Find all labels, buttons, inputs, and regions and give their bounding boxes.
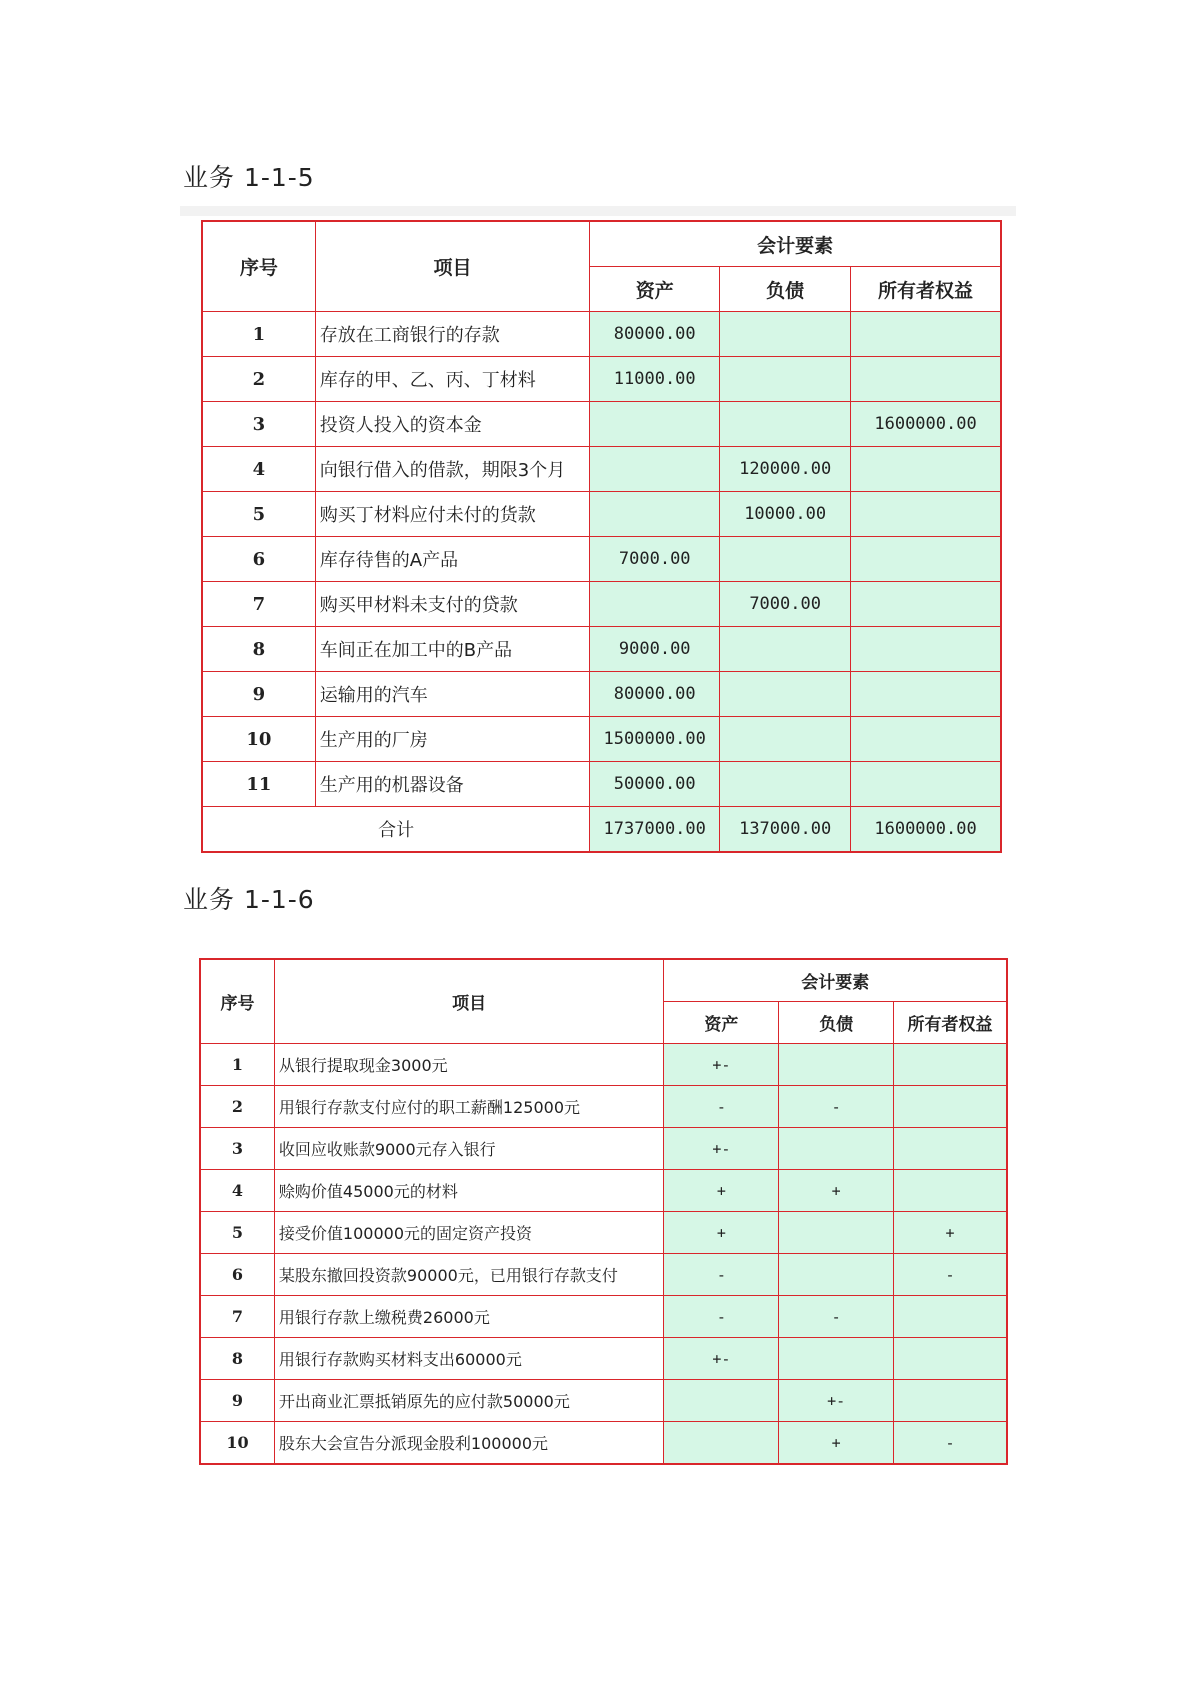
row-item: 生产用的机器设备: [315, 762, 589, 807]
table-row: [201, 1044, 1007, 1086]
cell-liabilities: [720, 627, 851, 672]
row-item: 股东大会宣告分派现金股利100000元: [274, 1422, 664, 1464]
row-item: 接受价值100000元的固定资产投资: [274, 1212, 664, 1254]
cell-assets: [664, 1380, 779, 1422]
cell-liabilities: [720, 717, 851, 762]
cell-equity: [894, 1380, 1007, 1422]
table-row: [203, 312, 1001, 357]
cell-liabilities: [779, 1128, 894, 1170]
row-item: 车间正在加工中的B产品: [315, 627, 589, 672]
col-header-seq: 序号: [203, 222, 316, 312]
accounting-elements-table-1-1-5: [202, 221, 1001, 852]
total-liabilities: 137000.00: [720, 807, 851, 852]
cell-liabilities: [720, 672, 851, 717]
total-equity: 1600000.00: [851, 807, 1001, 852]
cell-assets: [590, 402, 720, 447]
row-number: 4: [201, 1170, 275, 1212]
cell-equity: [851, 762, 1001, 807]
cell-equity: [894, 1086, 1007, 1128]
cell-assets: 11000.00: [590, 357, 720, 402]
row-item: 用银行存款购买材料支出60000元: [274, 1338, 664, 1380]
table-row: [203, 672, 1001, 717]
col-header-group: 会计要素: [590, 222, 1001, 267]
col-header-item: 项目: [274, 960, 664, 1044]
cell-assets: [590, 582, 720, 627]
row-number: 8: [203, 627, 316, 672]
total-label: 合计: [203, 807, 590, 852]
accounting-elements-table-1-1-6: [200, 959, 1007, 1464]
cell-equity: [851, 312, 1001, 357]
row-item: 向银行借入的借款，期限3个月: [315, 447, 589, 492]
cell-equity: [851, 357, 1001, 402]
cell-liabilities: [779, 1212, 894, 1254]
row-number: 7: [201, 1296, 275, 1338]
row-number: 11: [203, 762, 316, 807]
table-row: [203, 717, 1001, 762]
row-number: 1: [201, 1044, 275, 1086]
table-row: [203, 492, 1001, 537]
cell-liabilities: [779, 1254, 894, 1296]
cell-assets: +-: [664, 1128, 779, 1170]
cell-assets: 9000.00: [590, 627, 720, 672]
cell-liabilities: 10000.00: [720, 492, 851, 537]
total-assets: 1737000.00: [590, 807, 720, 852]
row-number: 2: [201, 1086, 275, 1128]
row-number: 6: [201, 1254, 275, 1296]
cell-assets: +-: [664, 1338, 779, 1380]
row-number: 3: [203, 402, 316, 447]
header-row-top: [203, 222, 1001, 267]
row-number: 4: [203, 447, 316, 492]
table-row: [201, 1086, 1007, 1128]
row-item: 从银行提取现金3000元: [274, 1044, 664, 1086]
col-header-group: 会计要素: [664, 960, 1007, 1002]
cell-equity: [894, 1338, 1007, 1380]
table-row: [203, 357, 1001, 402]
row-item: 库存待售的A产品: [315, 537, 589, 582]
section-title-1-1-6: 业务 1-1-6: [183, 885, 315, 914]
cell-equity: [851, 627, 1001, 672]
cell-equity: [851, 492, 1001, 537]
table-row: [201, 1422, 1007, 1464]
row-number: 10: [201, 1422, 275, 1464]
cell-assets: -: [664, 1296, 779, 1338]
row-number: 2: [203, 357, 316, 402]
cell-assets: 50000.00: [590, 762, 720, 807]
table-row: [203, 627, 1001, 672]
cell-liabilities: [720, 762, 851, 807]
row-number: 5: [201, 1212, 275, 1254]
row-number: 9: [201, 1380, 275, 1422]
col-header-liabilities: 负债: [720, 267, 851, 312]
table-row: [203, 447, 1001, 492]
col-header-liabilities: 负债: [779, 1002, 894, 1044]
cell-equity: -: [894, 1422, 1007, 1464]
row-number: 1: [203, 312, 316, 357]
cell-liabilities: +: [779, 1170, 894, 1212]
cell-equity: [894, 1128, 1007, 1170]
row-number: 9: [203, 672, 316, 717]
table-row: [201, 1380, 1007, 1422]
table-row: [201, 1296, 1007, 1338]
header-row-top: [201, 960, 1007, 1002]
cell-liabilities: [779, 1044, 894, 1086]
row-number: 5: [203, 492, 316, 537]
cell-equity: [894, 1044, 1007, 1086]
cell-liabilities: +-: [779, 1380, 894, 1422]
table-shadow-bar: [180, 206, 1016, 216]
row-item: 赊购价值45000元的材料: [274, 1170, 664, 1212]
row-item: 运输用的汽车: [315, 672, 589, 717]
table-row: [201, 1338, 1007, 1380]
col-header-assets: 资产: [664, 1002, 779, 1044]
row-item: 投资人投入的资本金: [315, 402, 589, 447]
cell-assets: -: [664, 1254, 779, 1296]
cell-assets: +: [664, 1170, 779, 1212]
col-header-seq: 序号: [201, 960, 275, 1044]
row-item: 用银行存款上缴税费26000元: [274, 1296, 664, 1338]
cell-liabilities: [720, 357, 851, 402]
row-item: 某股东撤回投资款90000元，已用银行存款支付: [274, 1254, 664, 1296]
cell-assets: +-: [664, 1044, 779, 1086]
total-row: [203, 807, 1001, 852]
cell-equity: [894, 1170, 1007, 1212]
row-item: 开出商业汇票抵销原先的应付款50000元: [274, 1380, 664, 1422]
cell-equity: [894, 1296, 1007, 1338]
cell-liabilities: [720, 402, 851, 447]
cell-equity: [851, 582, 1001, 627]
cell-equity: 1600000.00: [851, 402, 1001, 447]
table-row: [203, 402, 1001, 447]
table-row: [201, 1128, 1007, 1170]
row-item: 生产用的厂房: [315, 717, 589, 762]
cell-equity: [851, 537, 1001, 582]
row-number: 7: [203, 582, 316, 627]
cell-assets: 7000.00: [590, 537, 720, 582]
table-row: [201, 1254, 1007, 1296]
cell-liabilities: [720, 312, 851, 357]
row-number: 10: [203, 717, 316, 762]
table-row: [203, 582, 1001, 627]
cell-equity: [851, 672, 1001, 717]
table-row: [201, 1170, 1007, 1212]
row-item: 购买甲材料未支付的贷款: [315, 582, 589, 627]
cell-equity: [851, 717, 1001, 762]
table-row: [203, 537, 1001, 582]
row-item: 库存的甲、乙、丙、丁材料: [315, 357, 589, 402]
col-header-equity: 所有者权益: [851, 267, 1001, 312]
cell-equity: -: [894, 1254, 1007, 1296]
cell-assets: -: [664, 1086, 779, 1128]
row-item: 收回应收账款9000元存入银行: [274, 1128, 664, 1170]
cell-assets: 80000.00: [590, 672, 720, 717]
cell-assets: [664, 1422, 779, 1464]
row-item: 购买丁材料应付未付的货款: [315, 492, 589, 537]
cell-liabilities: -: [779, 1086, 894, 1128]
cell-assets: [590, 492, 720, 537]
col-header-assets: 资产: [590, 267, 720, 312]
col-header-equity: 所有者权益: [894, 1002, 1007, 1044]
row-item: 存放在工商银行的存款: [315, 312, 589, 357]
cell-assets: 80000.00: [590, 312, 720, 357]
section-title-1-1-5: 业务 1-1-5: [183, 163, 315, 192]
table-row: [203, 762, 1001, 807]
cell-liabilities: [779, 1338, 894, 1380]
table-row: [201, 1212, 1007, 1254]
cell-liabilities: 7000.00: [720, 582, 851, 627]
cell-liabilities: 120000.00: [720, 447, 851, 492]
cell-liabilities: -: [779, 1296, 894, 1338]
cell-assets: +: [664, 1212, 779, 1254]
row-item: 用银行存款支付应付的职工薪酬125000元: [274, 1086, 664, 1128]
cell-liabilities: [720, 537, 851, 582]
row-number: 3: [201, 1128, 275, 1170]
cell-equity: +: [894, 1212, 1007, 1254]
cell-assets: 1500000.00: [590, 717, 720, 762]
row-number: 8: [201, 1338, 275, 1380]
cell-assets: [590, 447, 720, 492]
cell-equity: [851, 447, 1001, 492]
row-number: 6: [203, 537, 316, 582]
col-header-item: 项目: [315, 222, 589, 312]
cell-liabilities: +: [779, 1422, 894, 1464]
